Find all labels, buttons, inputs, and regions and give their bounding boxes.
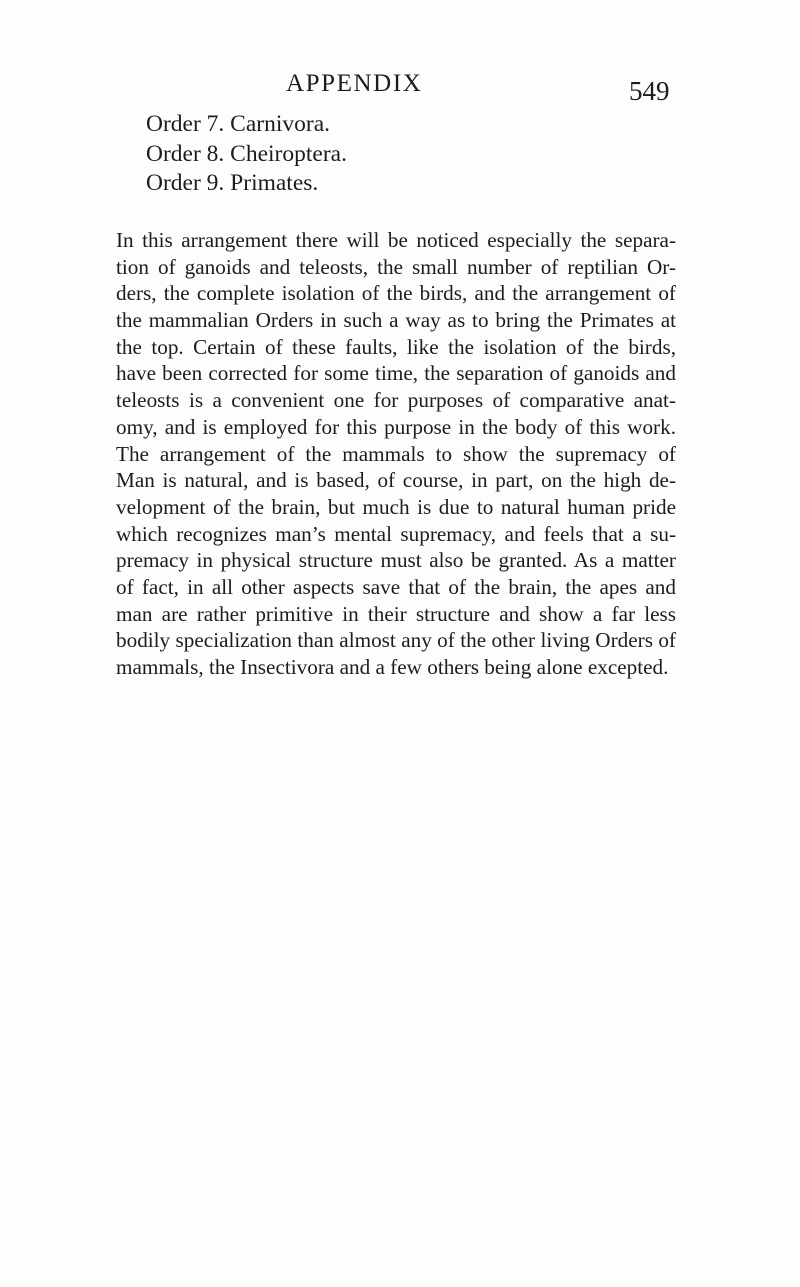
paragraph-line: omy, and is employed for this purpose in the body of this work.	[116, 414, 676, 439]
paragraph-line: of fact, in all other aspects save that of the brain, the apes and	[116, 574, 676, 599]
paragraph-line: teleosts is a convenient one for purposes of comparative anat-	[116, 388, 676, 413]
running-head-title: APPENDIX	[286, 70, 423, 97]
paragraph-line: bodily specialization than almost any of the other living Orders of	[116, 628, 676, 653]
orders-list	[146, 110, 706, 199]
body-paragraph	[116, 227, 676, 681]
order-line: Order 9. Primates.	[146, 170, 319, 196]
paragraph-line: the mammalian Orders in such a way as to bring the Primates at	[116, 308, 676, 333]
paragraph-line: In this arrangement there will be noticed especially the separa-	[116, 228, 676, 252]
paragraph-line: ders, the complete isolation of the birds, and the arrangement of	[116, 281, 676, 306]
page-number: 549	[629, 76, 670, 106]
paragraph-line: premacy in physical structure must also be granted. As a matter	[116, 548, 676, 573]
paragraph-line: tion of ganoids and teleosts, the small number of reptilian Or-	[116, 254, 676, 279]
paragraph-line: velopment of the brain, but much is due to natural human pride	[116, 494, 676, 519]
paragraph-line: The arrangement of the mammals to show the supremacy of	[116, 441, 676, 466]
running-head	[0, 66, 800, 106]
paragraph-line: the top. Certain of these faults, like the isolation of the birds,	[116, 334, 676, 359]
paragraph-line: man are rather primitive in their structure and show a far less	[116, 601, 676, 626]
paragraph-line: mammals, the Insectivora and a few others being alone excepted.	[116, 655, 669, 679]
order-line: Order 8. Cheiroptera.	[146, 140, 347, 167]
paragraph-line: Man is natural, and is based, of course, in part, on the high de-	[116, 468, 676, 493]
paragraph-line: which recognizes man’s mental supremacy, and feels that a su-	[116, 521, 676, 546]
order-line: Order 7. Carnivora.	[146, 111, 331, 137]
paragraph-line: have been corrected for some time, the separation of ganoids and	[116, 361, 676, 386]
